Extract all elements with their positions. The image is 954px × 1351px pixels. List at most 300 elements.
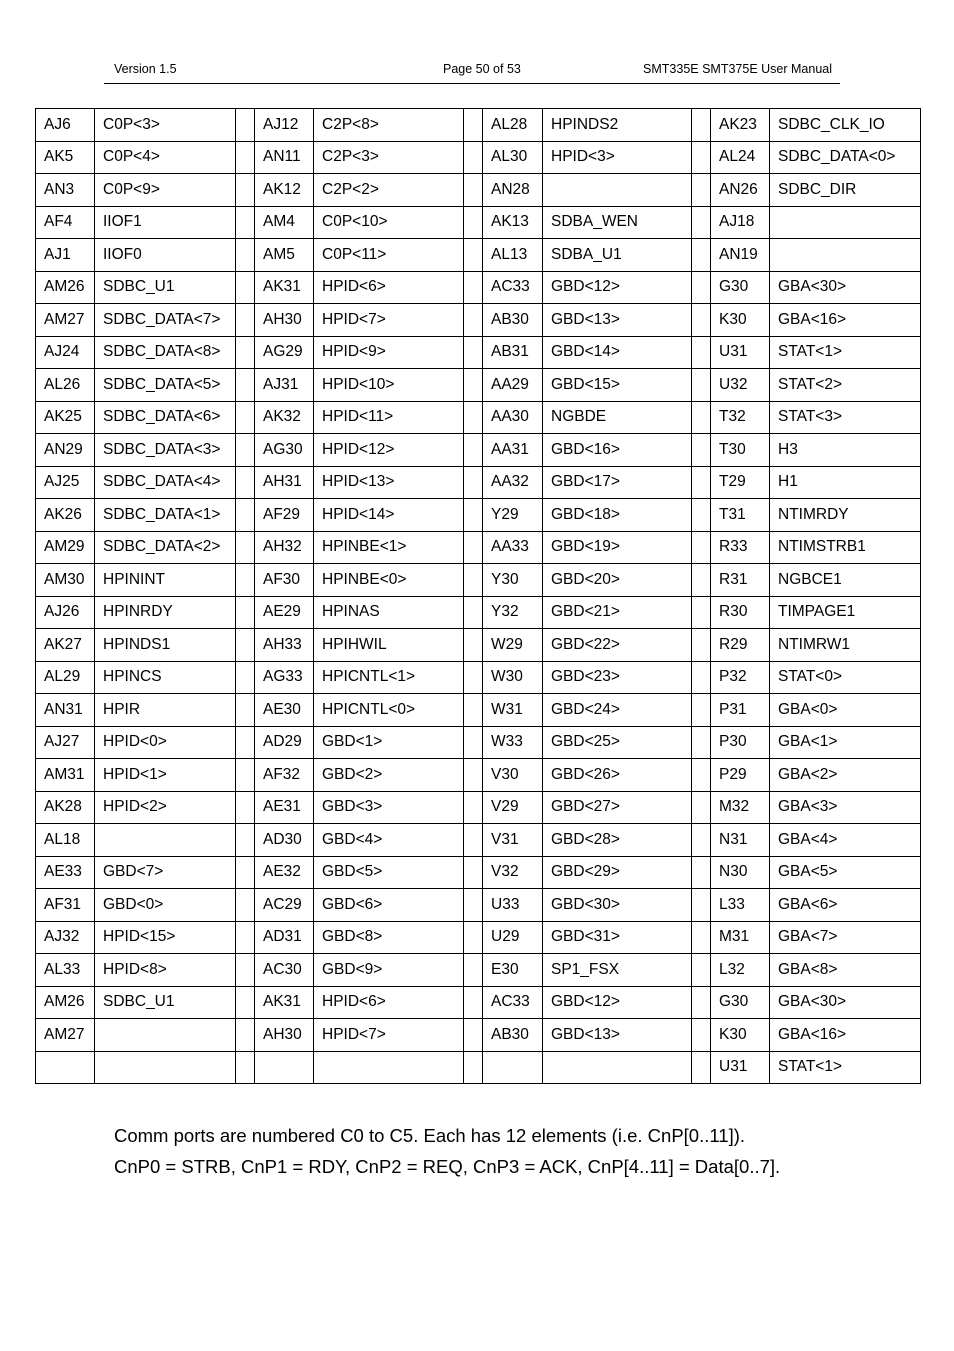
pin-cell: W30: [483, 661, 543, 694]
signal-cell: STAT<3>: [770, 401, 921, 434]
signal-cell: GBD<13>: [543, 1019, 692, 1052]
pin-cell: W31: [483, 694, 543, 727]
column-spacer: [236, 401, 255, 434]
signal-cell: IIOF1: [95, 206, 236, 239]
column-spacer: [464, 174, 483, 207]
column-spacer: [464, 1051, 483, 1084]
table-row: [36, 986, 921, 1019]
table-row: [36, 369, 921, 402]
pin-cell: P32: [711, 661, 770, 694]
signal-cell: STAT<0>: [770, 661, 921, 694]
signal-cell: H3: [770, 434, 921, 467]
signal-cell: GBD<21>: [543, 596, 692, 629]
signal-cell: SDBC_CLK_IO: [770, 109, 921, 142]
column-spacer: [236, 141, 255, 174]
signal-cell: GBD<24>: [543, 694, 692, 727]
pin-cell: E30: [483, 954, 543, 987]
pin-table-body: [36, 109, 921, 1084]
column-spacer: [464, 759, 483, 792]
table-row: [36, 336, 921, 369]
pin-cell: AE29: [255, 596, 314, 629]
signal-cell: HPID<10>: [314, 369, 464, 402]
table-row: [36, 791, 921, 824]
column-spacer: [464, 824, 483, 857]
pin-cell: AL28: [483, 109, 543, 142]
column-spacer: [236, 1019, 255, 1052]
column-spacer: [692, 239, 711, 272]
pin-cell: AK27: [36, 629, 95, 662]
pin-cell: T29: [711, 466, 770, 499]
pin-cell: AL26: [36, 369, 95, 402]
pin-cell: G30: [711, 986, 770, 1019]
signal-cell: [770, 239, 921, 272]
signal-cell: GBD<13>: [543, 304, 692, 337]
signal-cell: C2P<2>: [314, 174, 464, 207]
pin-cell: AH33: [255, 629, 314, 662]
signal-cell: GBA<4>: [770, 824, 921, 857]
column-spacer: [464, 466, 483, 499]
signal-cell: GBA<5>: [770, 856, 921, 889]
pin-cell: Y29: [483, 499, 543, 532]
column-spacer: [236, 759, 255, 792]
column-spacer: [692, 141, 711, 174]
signal-cell: NTIMRDY: [770, 499, 921, 532]
signal-cell: IIOF0: [95, 239, 236, 272]
table-row: [36, 401, 921, 434]
column-spacer: [692, 369, 711, 402]
pin-cell: AH30: [255, 1019, 314, 1052]
table-row: [36, 304, 921, 337]
signal-cell: [543, 1051, 692, 1084]
pin-cell: R29: [711, 629, 770, 662]
signal-cell: NGBDE: [543, 401, 692, 434]
header-page-number: Page 50 of 53: [443, 62, 521, 76]
pin-cell: R33: [711, 531, 770, 564]
signal-cell: HPICNTL<1>: [314, 661, 464, 694]
column-spacer: [236, 434, 255, 467]
column-spacer: [464, 369, 483, 402]
pin-cell: U31: [711, 336, 770, 369]
pin-cell: U32: [711, 369, 770, 402]
pin-cell: Y32: [483, 596, 543, 629]
signal-cell: GBD<12>: [543, 986, 692, 1019]
signal-cell: STAT<1>: [770, 336, 921, 369]
column-spacer: [692, 499, 711, 532]
column-spacer: [236, 206, 255, 239]
pin-cell: AF4: [36, 206, 95, 239]
signal-cell: GBD<25>: [543, 726, 692, 759]
column-spacer: [692, 434, 711, 467]
signal-cell: HPID<9>: [314, 336, 464, 369]
signal-cell: GBD<1>: [314, 726, 464, 759]
table-row: [36, 629, 921, 662]
signal-cell: HPID<14>: [314, 499, 464, 532]
signal-cell: [95, 824, 236, 857]
pin-cell: [36, 1051, 95, 1084]
signal-cell: HPID<6>: [314, 271, 464, 304]
signal-cell: GBD<22>: [543, 629, 692, 662]
signal-cell: GBD<14>: [543, 336, 692, 369]
signal-cell: NGBCE1: [770, 564, 921, 597]
signal-cell: HPININT: [95, 564, 236, 597]
column-spacer: [464, 661, 483, 694]
table-row: [36, 466, 921, 499]
signal-cell: NTIMSTRB1: [770, 531, 921, 564]
column-spacer: [236, 596, 255, 629]
signal-cell: GBD<31>: [543, 921, 692, 954]
signal-cell: GBA<3>: [770, 791, 921, 824]
pin-cell: AJ25: [36, 466, 95, 499]
signal-cell: HPID<1>: [95, 759, 236, 792]
pin-cell: AL13: [483, 239, 543, 272]
table-row: [36, 499, 921, 532]
column-spacer: [692, 1051, 711, 1084]
table-row: [36, 434, 921, 467]
signal-cell: SDBC_DATA<2>: [95, 531, 236, 564]
pin-cell: AG30: [255, 434, 314, 467]
column-spacer: [236, 109, 255, 142]
column-spacer: [236, 954, 255, 987]
column-spacer: [692, 206, 711, 239]
column-spacer: [236, 174, 255, 207]
table-row: [36, 726, 921, 759]
table-row: [36, 824, 921, 857]
table-row: [36, 889, 921, 922]
pin-cell: AK31: [255, 986, 314, 1019]
pin-cell: V29: [483, 791, 543, 824]
signal-cell: SDBC_DATA<8>: [95, 336, 236, 369]
pin-cell: AG33: [255, 661, 314, 694]
pin-cell: AN31: [36, 694, 95, 727]
pin-cell: AK31: [255, 271, 314, 304]
signal-cell: HPID<12>: [314, 434, 464, 467]
pin-cell: AA30: [483, 401, 543, 434]
signal-cell: HPINCS: [95, 661, 236, 694]
signal-cell: SDBC_DATA<6>: [95, 401, 236, 434]
pin-cell: AE31: [255, 791, 314, 824]
signal-cell: [95, 1019, 236, 1052]
pin-cell: M31: [711, 921, 770, 954]
pin-cell: AH31: [255, 466, 314, 499]
pin-cell: AD31: [255, 921, 314, 954]
signal-cell: GBD<9>: [314, 954, 464, 987]
column-spacer: [692, 1019, 711, 1052]
signal-cell: HPID<2>: [95, 791, 236, 824]
column-spacer: [464, 271, 483, 304]
pin-cell: AM5: [255, 239, 314, 272]
signal-cell: [543, 174, 692, 207]
pin-cell: V31: [483, 824, 543, 857]
signal-cell: GBD<15>: [543, 369, 692, 402]
signal-cell: HPID<7>: [314, 304, 464, 337]
pin-cell: AJ31: [255, 369, 314, 402]
comm-port-notes: [114, 1120, 780, 1182]
signal-cell: HPINDS2: [543, 109, 692, 142]
pin-cell: G30: [711, 271, 770, 304]
pin-cell: AA32: [483, 466, 543, 499]
signal-cell: HPINBE<1>: [314, 531, 464, 564]
column-spacer: [692, 531, 711, 564]
column-spacer: [464, 401, 483, 434]
pin-cell: AC33: [483, 986, 543, 1019]
pin-cell: AM29: [36, 531, 95, 564]
column-spacer: [464, 889, 483, 922]
signal-cell: GBA<7>: [770, 921, 921, 954]
column-spacer: [692, 401, 711, 434]
pin-cell: L32: [711, 954, 770, 987]
column-spacer: [236, 271, 255, 304]
signal-cell: HPID<3>: [543, 141, 692, 174]
signal-cell: [314, 1051, 464, 1084]
signal-cell: HPID<15>: [95, 921, 236, 954]
pin-cell: AH32: [255, 531, 314, 564]
column-spacer: [464, 434, 483, 467]
column-spacer: [692, 889, 711, 922]
pin-cell: AE33: [36, 856, 95, 889]
column-spacer: [692, 629, 711, 662]
pin-cell: Y30: [483, 564, 543, 597]
signal-cell: H1: [770, 466, 921, 499]
signal-cell: GBD<17>: [543, 466, 692, 499]
pin-cell: U33: [483, 889, 543, 922]
signal-cell: GBA<16>: [770, 1019, 921, 1052]
pin-cell: AC30: [255, 954, 314, 987]
column-spacer: [692, 596, 711, 629]
signal-cell: C0P<11>: [314, 239, 464, 272]
table-row: [36, 271, 921, 304]
table-row: [36, 661, 921, 694]
pin-cell: R31: [711, 564, 770, 597]
signal-cell: HPIR: [95, 694, 236, 727]
column-spacer: [464, 791, 483, 824]
signal-cell: [770, 206, 921, 239]
pin-cell: AE32: [255, 856, 314, 889]
signal-cell: GBA<8>: [770, 954, 921, 987]
pin-cell: T32: [711, 401, 770, 434]
table-row: [36, 954, 921, 987]
column-spacer: [464, 336, 483, 369]
pin-cell: AF32: [255, 759, 314, 792]
signal-cell: GBD<6>: [314, 889, 464, 922]
signal-cell: GBD<5>: [314, 856, 464, 889]
pin-cell: AN28: [483, 174, 543, 207]
pin-cell: AJ1: [36, 239, 95, 272]
signal-cell: GBD<20>: [543, 564, 692, 597]
signal-cell: SDBC_DATA<4>: [95, 466, 236, 499]
pin-cell: U29: [483, 921, 543, 954]
table-row: [36, 564, 921, 597]
signal-cell: [95, 1051, 236, 1084]
pin-cell: AK13: [483, 206, 543, 239]
column-spacer: [464, 206, 483, 239]
pin-cell: W33: [483, 726, 543, 759]
signal-cell: SP1_FSX: [543, 954, 692, 987]
column-spacer: [692, 954, 711, 987]
signal-cell: HPID<8>: [95, 954, 236, 987]
signal-cell: HPIHWIL: [314, 629, 464, 662]
column-spacer: [236, 336, 255, 369]
pin-cell: T31: [711, 499, 770, 532]
column-spacer: [464, 531, 483, 564]
pin-cell: AL24: [711, 141, 770, 174]
table-row: [36, 109, 921, 142]
column-spacer: [236, 564, 255, 597]
column-spacer: [692, 564, 711, 597]
signal-cell: STAT<1>: [770, 1051, 921, 1084]
signal-cell: GBD<30>: [543, 889, 692, 922]
column-spacer: [692, 336, 711, 369]
column-spacer: [236, 304, 255, 337]
pin-cell: AN19: [711, 239, 770, 272]
signal-cell: NTIMRW1: [770, 629, 921, 662]
column-spacer: [464, 304, 483, 337]
pin-cell: AK5: [36, 141, 95, 174]
pin-cell: AJ24: [36, 336, 95, 369]
column-spacer: [236, 726, 255, 759]
signal-cell: SDBC_U1: [95, 271, 236, 304]
column-spacer: [464, 596, 483, 629]
column-spacer: [692, 109, 711, 142]
signal-cell: SDBC_DATA<0>: [770, 141, 921, 174]
pin-cell: AN26: [711, 174, 770, 207]
column-spacer: [236, 889, 255, 922]
column-spacer: [692, 791, 711, 824]
pin-cell: AK32: [255, 401, 314, 434]
table-row: [36, 1019, 921, 1052]
signal-cell: SDBC_DATA<5>: [95, 369, 236, 402]
table-row: [36, 856, 921, 889]
pin-cell: AD29: [255, 726, 314, 759]
signal-cell: GBD<12>: [543, 271, 692, 304]
signal-cell: GBD<3>: [314, 791, 464, 824]
pin-cell: AD30: [255, 824, 314, 857]
signal-cell: HPINRDY: [95, 596, 236, 629]
column-spacer: [236, 921, 255, 954]
pin-cell: AK23: [711, 109, 770, 142]
column-spacer: [236, 531, 255, 564]
note-line: Comm ports are numbered C0 to C5. Each has 12 elements (i.e. CnP[0..11]).: [114, 1125, 746, 1146]
pin-cell: AG29: [255, 336, 314, 369]
signal-cell: C2P<8>: [314, 109, 464, 142]
pin-cell: AA29: [483, 369, 543, 402]
table-row: [36, 921, 921, 954]
signal-cell: GBD<7>: [95, 856, 236, 889]
signal-cell: GBD<0>: [95, 889, 236, 922]
signal-cell: GBD<23>: [543, 661, 692, 694]
pin-cell: N30: [711, 856, 770, 889]
column-spacer: [236, 239, 255, 272]
pin-table: [35, 108, 921, 1084]
header-manual-title: SMT335E SMT375E User Manual: [643, 62, 832, 76]
pin-cell: L33: [711, 889, 770, 922]
signal-cell: GBA<30>: [770, 271, 921, 304]
column-spacer: [692, 271, 711, 304]
column-spacer: [236, 791, 255, 824]
column-spacer: [692, 661, 711, 694]
column-spacer: [692, 466, 711, 499]
column-spacer: [236, 856, 255, 889]
signal-cell: GBD<4>: [314, 824, 464, 857]
note-line: CnP0 = STRB, CnP1 = RDY, CnP2 = REQ, CnP3 = ACK, CnP[4..11] = Data[0..7].: [114, 1156, 781, 1177]
pin-cell: AM4: [255, 206, 314, 239]
pin-cell: AJ18: [711, 206, 770, 239]
column-spacer: [464, 986, 483, 1019]
pin-cell: AK26: [36, 499, 95, 532]
signal-cell: GBA<30>: [770, 986, 921, 1019]
column-spacer: [236, 661, 255, 694]
column-spacer: [464, 564, 483, 597]
table-row: [36, 759, 921, 792]
table-row: [36, 174, 921, 207]
signal-cell: HPICNTL<0>: [314, 694, 464, 727]
signal-cell: HPINBE<0>: [314, 564, 464, 597]
pin-cell: AH30: [255, 304, 314, 337]
signal-cell: HPID<6>: [314, 986, 464, 1019]
pin-cell: AM26: [36, 271, 95, 304]
pin-cell: AA33: [483, 531, 543, 564]
pin-cell: AL33: [36, 954, 95, 987]
table-row: [36, 206, 921, 239]
signal-cell: HPID<7>: [314, 1019, 464, 1052]
pin-cell: AM27: [36, 1019, 95, 1052]
column-spacer: [236, 694, 255, 727]
pin-cell: AK25: [36, 401, 95, 434]
pin-cell: N31: [711, 824, 770, 857]
pin-cell: AJ27: [36, 726, 95, 759]
page-header: [104, 61, 840, 84]
pin-cell: AN29: [36, 434, 95, 467]
pin-cell: AF29: [255, 499, 314, 532]
column-spacer: [692, 824, 711, 857]
column-spacer: [236, 499, 255, 532]
pin-cell: AM30: [36, 564, 95, 597]
pin-cell: AM27: [36, 304, 95, 337]
signal-cell: SDBC_DATA<1>: [95, 499, 236, 532]
pin-cell: P29: [711, 759, 770, 792]
signal-cell: GBD<28>: [543, 824, 692, 857]
pin-cell: AE30: [255, 694, 314, 727]
pin-cell: AL30: [483, 141, 543, 174]
signal-cell: C0P<10>: [314, 206, 464, 239]
pin-cell: AM26: [36, 986, 95, 1019]
column-spacer: [692, 304, 711, 337]
pin-cell: V30: [483, 759, 543, 792]
signal-cell: GBD<18>: [543, 499, 692, 532]
signal-cell: SDBC_DATA<7>: [95, 304, 236, 337]
pin-cell: AJ26: [36, 596, 95, 629]
signal-cell: SDBA_U1: [543, 239, 692, 272]
column-spacer: [692, 726, 711, 759]
signal-cell: TIMPAGE1: [770, 596, 921, 629]
table-row: [36, 141, 921, 174]
signal-cell: STAT<2>: [770, 369, 921, 402]
signal-cell: SDBA_WEN: [543, 206, 692, 239]
pin-cell: AJ12: [255, 109, 314, 142]
column-spacer: [464, 109, 483, 142]
signal-cell: C0P<3>: [95, 109, 236, 142]
column-spacer: [236, 824, 255, 857]
table-row: [36, 239, 921, 272]
column-spacer: [692, 986, 711, 1019]
pin-cell: AF30: [255, 564, 314, 597]
pin-cell: AN3: [36, 174, 95, 207]
pin-cell: AK28: [36, 791, 95, 824]
column-spacer: [464, 1019, 483, 1052]
column-spacer: [692, 921, 711, 954]
signal-cell: GBD<8>: [314, 921, 464, 954]
table-row: [36, 596, 921, 629]
signal-cell: GBD<29>: [543, 856, 692, 889]
